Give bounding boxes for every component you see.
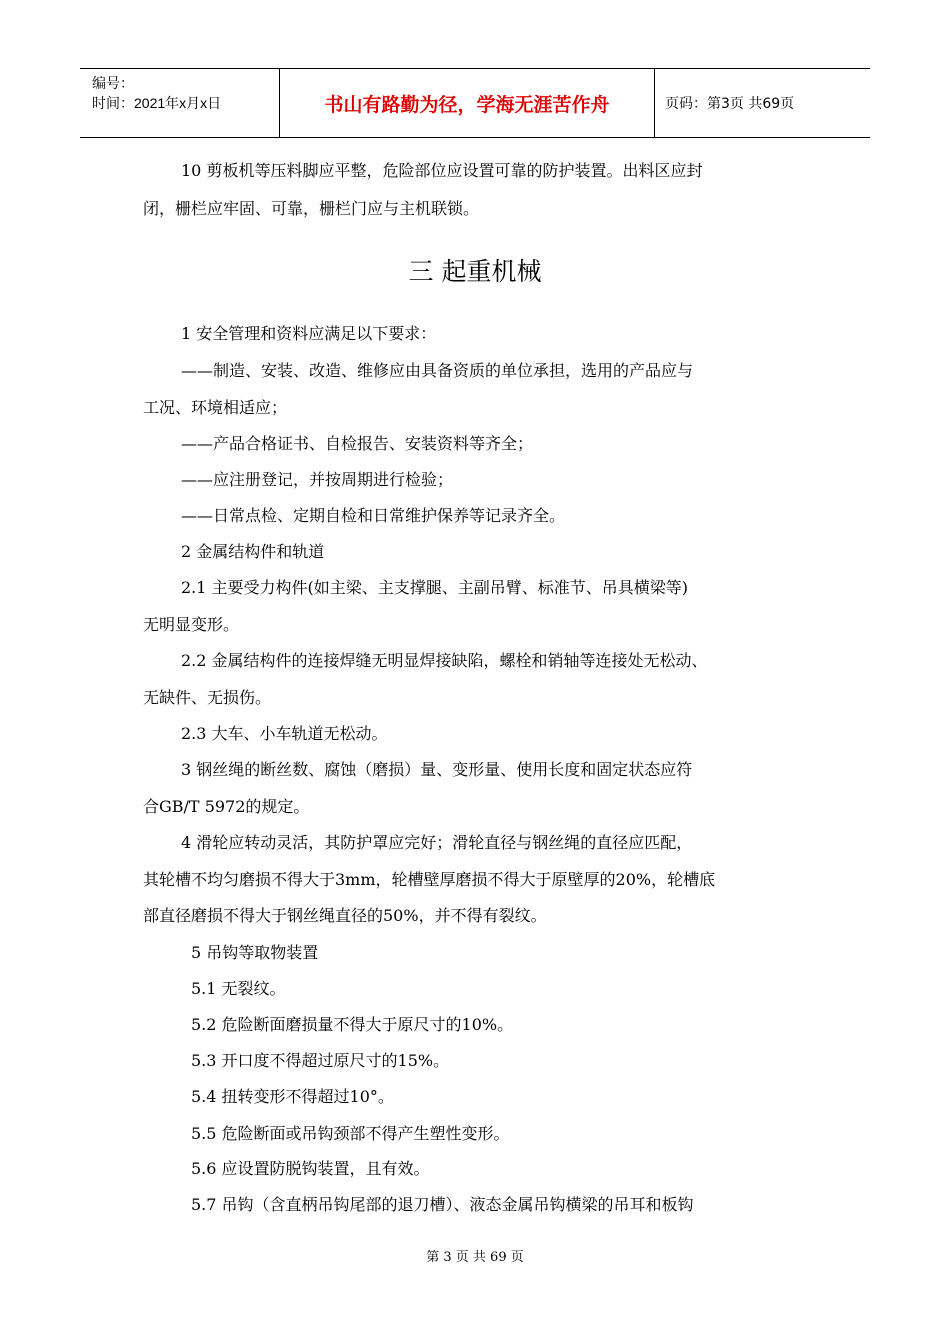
paragraph-line: 无缺件、无损伤。	[143, 688, 272, 707]
paragraph-line: 工况、环境相适应；	[143, 398, 288, 417]
paragraph-line: 2 金属结构件和轨道	[181, 542, 325, 561]
paragraph-line: 其轮槽不均匀磨损不得大于3mm，轮槽壁厚磨损不得大于原壁厚的20%，轮槽底	[143, 870, 716, 889]
paragraph-line: 5.3 开口度不得超过原尺寸的15%。	[191, 1051, 450, 1070]
paragraph-line: 3 钢丝绳的断丝数、腐蚀（磨损）量、变形量、使用长度和固定状态应符	[181, 760, 693, 779]
paragraph-line: 4 滑轮应转动灵活，其防护罩应完好；滑轮直径与钢丝绳的直径应匹配，	[181, 833, 693, 852]
paragraph-line: 5.6 应设置防脱钩装置，且有效。	[191, 1159, 430, 1178]
section-title: 三 起重机械	[408, 257, 542, 286]
paragraph-line: 闭，栅栏应牢固、可靠，栅栏门应与主机联锁。	[143, 199, 480, 218]
paragraph-line: 2.1 主要受力构件(如主梁、主支撑腿、主副吊臂、标准节、吊具横梁等)	[181, 578, 689, 597]
paragraph-line: ——产品合格证书、自检报告、安装资料等齐全；	[181, 434, 534, 453]
header-meta	[80, 69, 280, 137]
paragraph-line: 1 安全管理和资料应满足以下要求：	[181, 324, 437, 343]
serial-number-label: 编号：	[92, 75, 134, 91]
paragraph-line: 5.7 吊钩（含直柄吊钩尾部的退刀槽）、液态金属吊钩横梁的吊耳和板钩	[191, 1195, 694, 1214]
paragraph-line: 2.2 金属结构件的连接焊缝无明显焊接缺陷，螺栓和销轴等连接处无松动、	[181, 651, 708, 670]
paragraph-line: 合GB/T 5972的规定。	[143, 797, 310, 816]
paragraph-line: ——制造、安装、改造、维修应由具备资质的单位承担，选用的产品应与	[181, 361, 694, 380]
paragraph-line: 2.3 大车、小车轨道无松动。	[181, 724, 388, 743]
paragraph-line: 无明显变形。	[143, 615, 240, 634]
paragraph-line: 5.4 扭转变形不得超过10°。	[191, 1087, 394, 1106]
paragraph-line: ——应注册登记，并按周期进行检验；	[181, 470, 454, 489]
header-page-info: 页码：第3页 共69页	[665, 96, 795, 112]
page-header	[80, 68, 870, 138]
time-label: 时间：2021年x月x日	[92, 95, 222, 111]
paragraph-line: 5.5 危险断面或吊钩颈部不得产生塑性变形。	[191, 1124, 510, 1143]
paragraph-line: 10 剪板机等压料脚应平整，危险部位应设置可靠的防护装置。出料区应封	[181, 161, 703, 180]
paragraph-line: 5 吊钩等取物装置	[191, 943, 319, 962]
paragraph-line: 5.1 无裂纹。	[191, 979, 286, 998]
paragraph-line: 部直径磨损不得大于钢丝绳直径的50%，并不得有裂纹。	[143, 906, 547, 925]
paragraph-line: ——日常点检、定期自检和日常维护保养等记录齐全。	[181, 506, 566, 525]
paragraph-line: 5.2 危险断面磨损量不得大于原尺寸的10%。	[191, 1015, 514, 1034]
page-footer: 第 3 页 共 69 页	[426, 1250, 524, 1265]
header-motto: 书山有路勤为径，学海无涯苦作舟	[280, 69, 655, 137]
